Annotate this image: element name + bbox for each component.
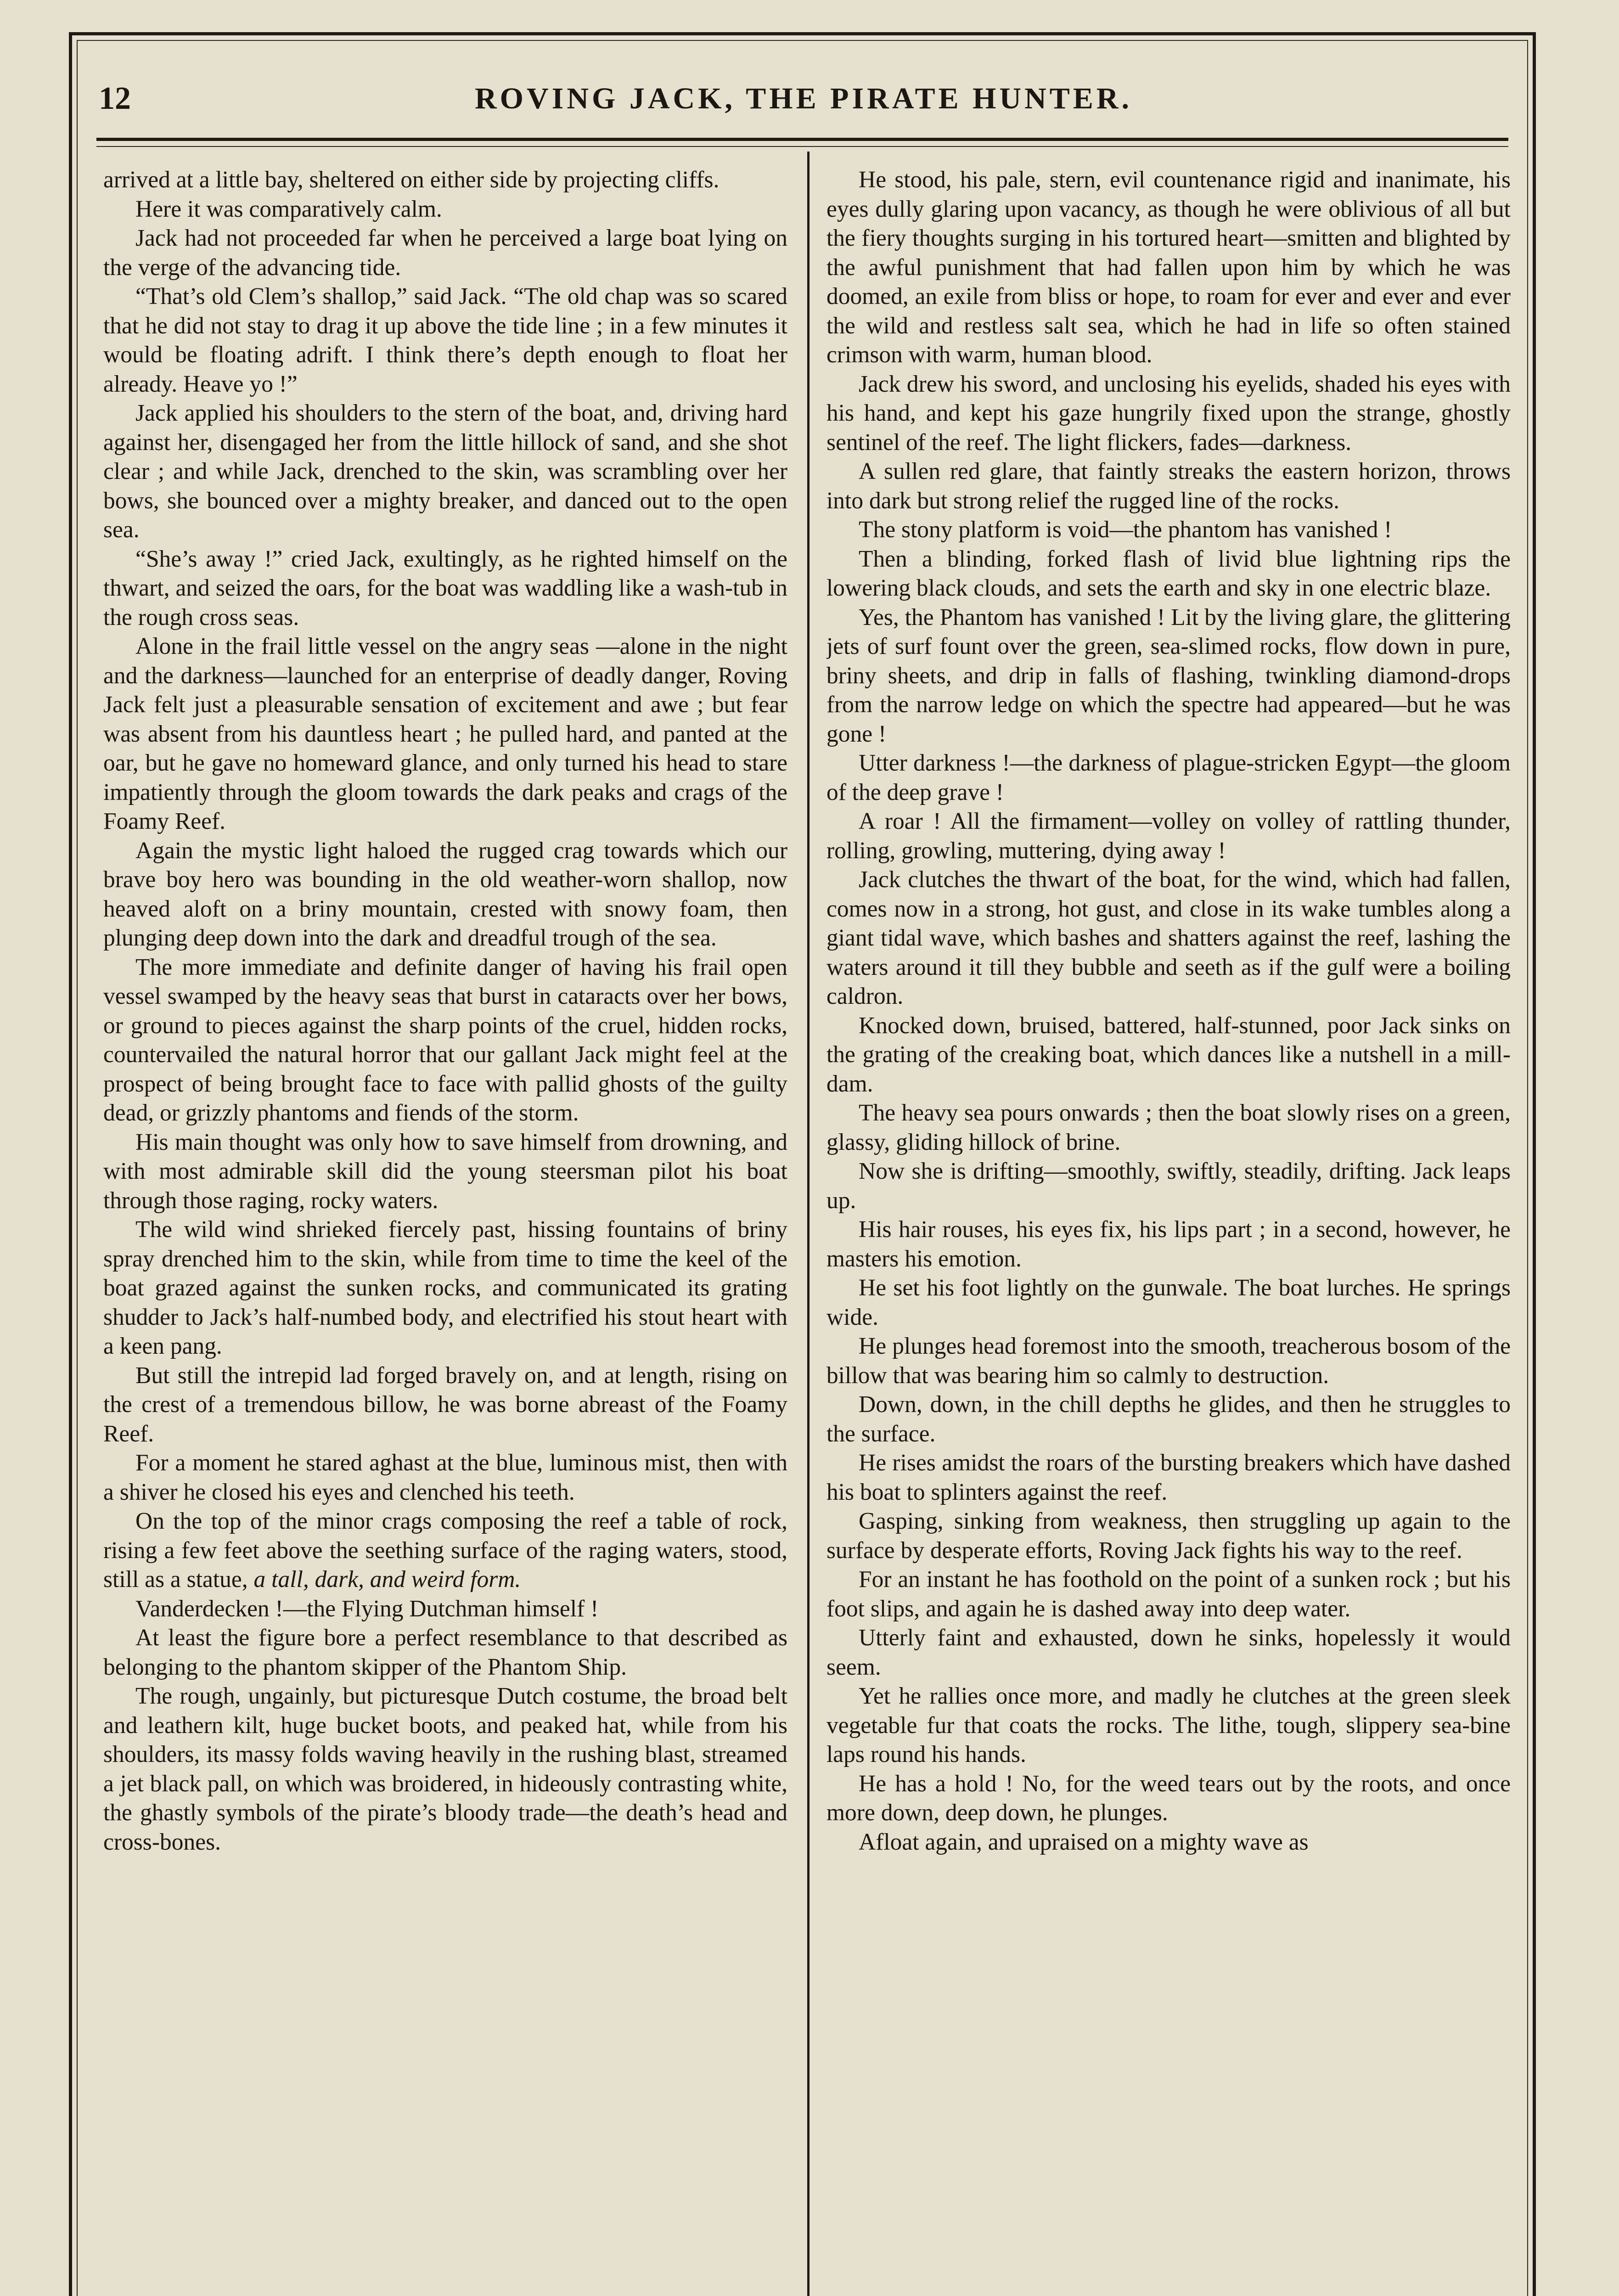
paragraph: “She’s away !” cried Jack, exultingly, as he righted himself on the thwart, and seized the oars, for the boat was waddling like a wash-tub in the rough cross seas. bbox=[103, 546, 787, 630]
paragraph: The wild wind shrieked fiercely past, hissing fountains of briny spray drenched him to the skin, while from time to time the keel of the boat grazed against the sunken rocks, and communicated its grating shudder to Jack’s half-numbed body, and electrified his stout heart with a keen pang. bbox=[103, 1216, 787, 1359]
paragraph: He set his foot lightly on the gunwale. The boat lurches. He springs wide. bbox=[826, 1275, 1511, 1330]
paragraph: But still the intrepid lad forged bravely on, and at length, rising on the crest of a tremendous billow, he was borne abreast of the Foamy Reef. bbox=[103, 1362, 787, 1447]
paragraph: Jack clutches the thwart of the boat, for the wind, which had fallen, comes now in a strong, hot gust, and close in its wake tumbles along a giant tidal wave, which bashes and shatters against the reef, lashing the waters around it till they bubble and seeth as if the gulf were a boiling caldron. bbox=[826, 867, 1511, 1009]
paragraph: The heavy sea pours onwards ; then the boat slowly rises on a green, glassy, gliding hillock of brine. bbox=[826, 1100, 1511, 1155]
paragraph: Now she is drifting—smoothly, swiftly, steadily, drifting. Jack leaps up. bbox=[826, 1158, 1511, 1214]
paragraph: His hair rouses, his eyes fix, his lips part ; in a second, however, he masters his emotion. bbox=[826, 1216, 1511, 1272]
paragraph: Utterly faint and exhausted, down he sinks, hopelessly it would seem. bbox=[826, 1625, 1511, 1680]
paragraph: His main thought was only how to save himself from drowning, and with most admirable skill did the young steersman pilot his boat through those raging, rocky waters. bbox=[103, 1129, 787, 1214]
paragraph: Jack drew his sword, and unclosing his eyelids, shaded his eyes with his hand, and kept his gaze hungrily fixed upon the strange, ghostly sentinel of the reef. The light flickers, fades—darkness. bbox=[826, 371, 1511, 456]
paragraph: “That’s old Clem’s shallop,” said Jack. “The old chap was so scared that he did not stay to drag it up above the tide line ; in a few minutes it would be floating adrift. I think there’s depth enough to float her already. Heave yo !” bbox=[103, 283, 787, 397]
paragraph: Vanderdecken !—the Flying Dutchman himself ! bbox=[135, 1595, 599, 1622]
paragraph-text: On the top of the minor crags composing the reef a table of rock, rising a few feet above the seething surface of the raging waters, stood, still as a statue, bbox=[103, 1508, 787, 1593]
paragraph: Again the mystic light haloed the rugged crag towards which our brave boy hero was bounding in the old weather-worn shallop, now heaved aloft on a briny mountain, crested with snowy foam, then plunging deep down into the dark and dreadful trough of the sea. bbox=[103, 837, 787, 951]
paragraph: Here it was comparatively calm. bbox=[135, 196, 442, 222]
paragraph: He rises amidst the roars of the bursting breakers which have dashed his boat to splinters against the reef. bbox=[826, 1450, 1511, 1505]
paragraph: Down, down, in the chill depths he glides, and then he struggles to the surface. bbox=[826, 1391, 1511, 1447]
paragraph: Utter darkness !—the darkness of plague-stricken Egypt—the gloom of the deep grave ! bbox=[826, 750, 1511, 805]
paragraph: He stood, his pale, stern, evil countenance rigid and inanimate, his eyes dully glaring upon vacancy, as though he were oblivious of all but the fiery thoughts surging in his tortured heart—smitten and blighted by the awful punishment that had fallen upon him by which he was doomed, an exile from bliss or hope, to roam for ever and ever and ever the wild and restless salt sea, which he had in life so often stained crimson with warm, human blood. bbox=[826, 167, 1511, 368]
paragraph: For a moment he stared aghast at the blue, luminous mist, then with a shiver he closed his eyes and clenched his teeth. bbox=[103, 1450, 787, 1505]
paragraph: The stony platform is void—the phantom has vanished ! bbox=[859, 517, 1392, 543]
paragraph: Then a blinding, forked flash of livid blue lightning rips the lowering black clouds, and sets the earth and sky in one electric blaze. bbox=[826, 546, 1511, 601]
italic-phrase: a tall, dark, and weird form. bbox=[253, 1566, 521, 1593]
paragraph: Jack had not proceeded far when he perceived a large boat lying on the verge of the advancing tide. bbox=[103, 225, 787, 281]
paragraph: He plunges head foremost into the smooth, treacherous bosom of the billow that was bearing him so calmly to destruction. bbox=[826, 1333, 1511, 1389]
paragraph: The more immediate and definite danger of having his frail open vessel swamped by the heavy seas that burst in cataracts over her bows, or ground to pieces against the sharp points of the cruel, hidden rocks, countervailed the natural horror that our gallant Jack might feel at the prospect of being brought face to face with pallid ghosts of the guilty dead, or grizzly phantoms and fiends of the storm. bbox=[103, 954, 787, 1126]
paragraph: A roar ! All the firmament—volley on volley of rattling thunder, rolling, growling, muttering, dying away ! bbox=[826, 808, 1511, 864]
paragraph-with-italic bbox=[103, 1507, 787, 1594]
paragraph: For an instant he has foothold on the point of a sunken rock ; but his foot slips, and again he is dashed away into deep water. bbox=[826, 1566, 1511, 1622]
paragraph: Alone in the frail little vessel on the angry seas —alone in the night and the darkness—launched for an enterprise of deadly danger, Roving Jack felt just a pleasurable sensation of excitement and awe ; but fear was absent from his dauntless heart ; he pulled hard, and panted at the oar, but he gave no homeward glance, and only turned his head to stare impatiently through the gloom towards the dark peaks and crags of the Foamy Reef. bbox=[103, 633, 787, 834]
paragraph: Afloat again, and upraised on a mighty wave as bbox=[859, 1829, 1309, 1855]
paragraph: Knocked down, bruised, battered, half-stunned, poor Jack sinks on the grating of the creaking boat, which dances like a nutshell in a mill-dam. bbox=[826, 1012, 1511, 1097]
paragraph: Yet he rallies once more, and madly he clutches at the green sleek vegetable fur that coats the rocks. The lithe, tough, slippery sea-bine laps round his hands. bbox=[826, 1683, 1511, 1767]
header-rule-thin bbox=[96, 146, 1508, 147]
page-number: 12 bbox=[99, 81, 131, 116]
page-header bbox=[99, 73, 1508, 124]
paragraph: The rough, ungainly, but picturesque Dutch costume, the broad belt and leathern kilt, huge bucket boots, and peaked hat, while from his shoulders, its massy folds waving heavily in the rushing blast, streamed a jet black pall, on which was broidered, in hideously contrasting white, the ghastly symbols of the pirate’s bloody trade—the death’s head and cross-bones. bbox=[103, 1683, 787, 1855]
paragraph: arrived at a little bay, sheltered on either side by projecting cliffs. bbox=[103, 167, 720, 193]
right-column bbox=[826, 165, 1511, 2296]
paragraph: Yes, the Phantom has vanished ! Lit by the living glare, the glittering jets of surf fount over the green, sea-slimed rocks, flow down in pure, briny sheets, and drip in falls of flashing, twinkling diamond-drops from the narrow ledge on which the spectre had appeared—but he was gone ! bbox=[826, 604, 1511, 747]
paragraph: He has a hold ! No, for the weed tears out by the roots, and once more down, deep down, he plunges. bbox=[826, 1770, 1511, 1826]
paragraph: Gasping, sinking from weakness, then struggling up again to the surface by desperate efforts, Roving Jack fights his way to the reef. bbox=[826, 1508, 1511, 1564]
paragraph: At least the figure bore a perfect resemblance to that described as belonging to the phantom skipper of the Phantom Ship. bbox=[103, 1625, 787, 1680]
running-title: ROVING JACK, THE PIRATE HUNTER. bbox=[474, 82, 1133, 115]
column-divider bbox=[807, 152, 810, 2296]
paragraph: Jack applied his shoulders to the stern of the boat, and, driving hard against her, disengaged her from the little hillock of sand, and she shot clear ; and while Jack, drenched to the skin, was scrambling over her bows, she bounced over a mighty breaker, and danced out to the open sea. bbox=[103, 400, 787, 543]
paragraph: A sullen red glare, that faintly streaks the eastern horizon, throws into dark but strong relief the rugged line of the rocks. bbox=[826, 458, 1511, 514]
header-rule bbox=[96, 138, 1508, 141]
left-column bbox=[103, 165, 787, 2296]
